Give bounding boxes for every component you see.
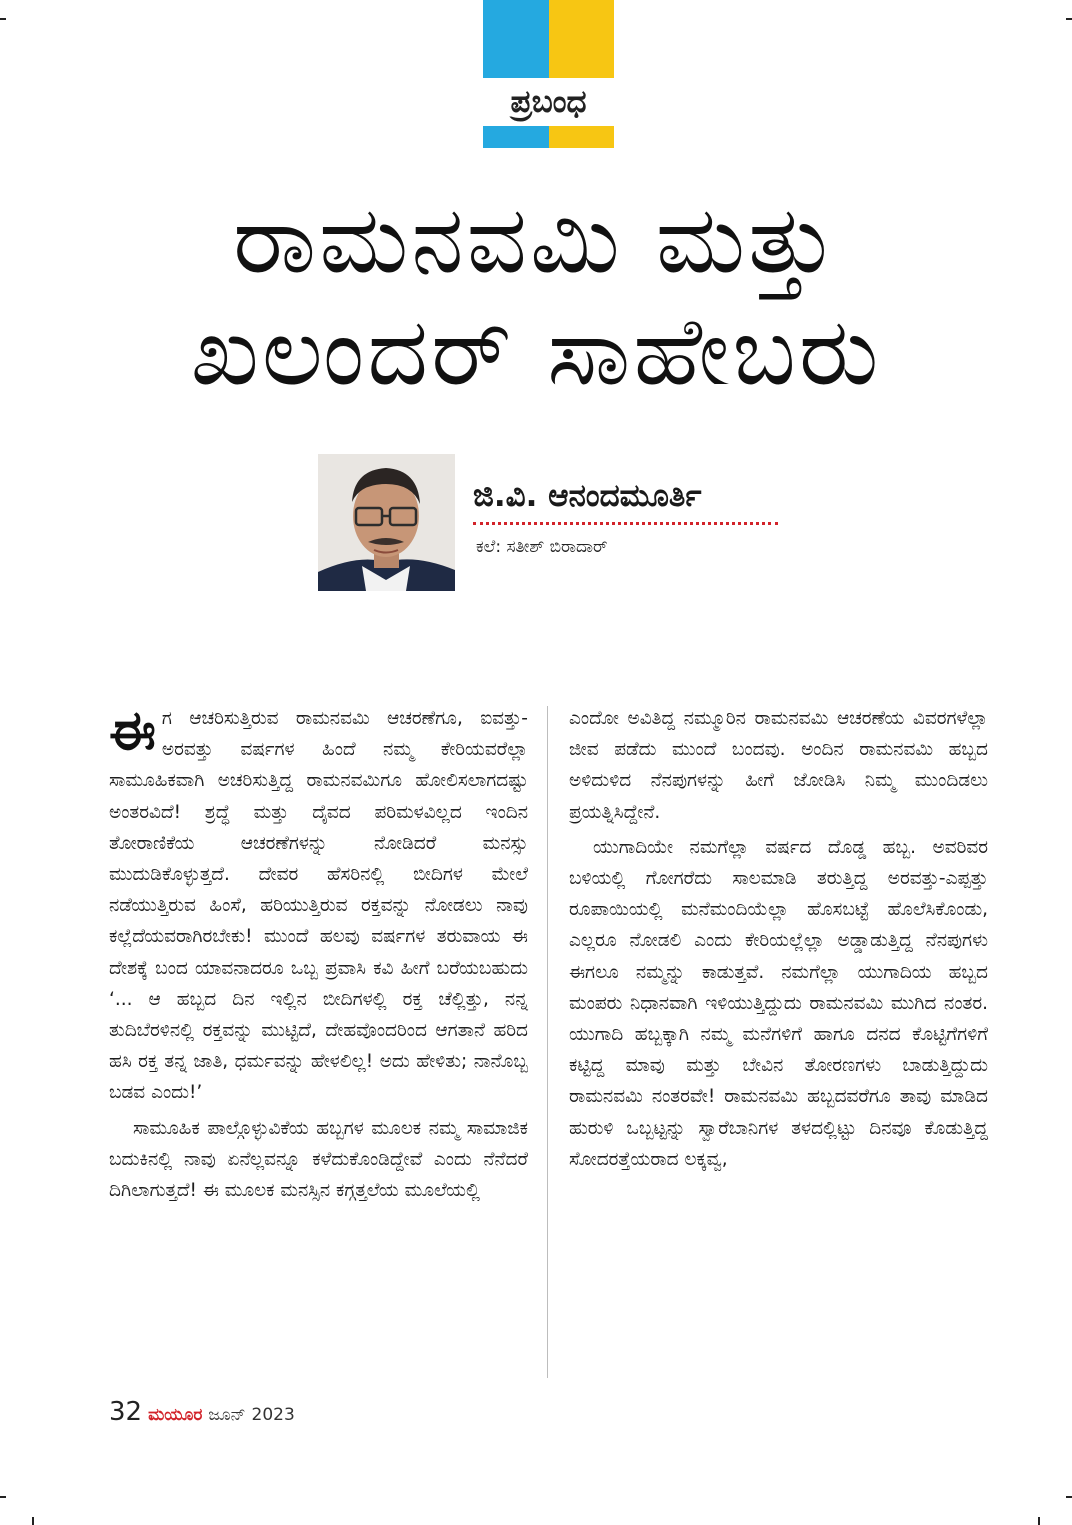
crop-mark-top-left [0, 18, 6, 20]
article-column-left [109, 699, 528, 1206]
article-paragraph: ಸಾಮೂಹಿಕ ಪಾಲ್ಗೊಳ್ಳುವಿಕೆಯ ಹಬ್ಬಗಳ ಮೂಲಕ ನಮ್ಮ ಸಾಮಾಜಿಕ ಬದುಕಿನಲ್ಲಿ ನಾವು ಏನೆಲ್ಲವನ್ನೂ ಕಳೆದುಕೊಂಡಿದ್ದೇವೆ ಎಂದು ನೆನೆದರೆ ದಿಗಿಲಾಗುತ್ತದೆ! ಈ ಮೂಲಕ ಮನಸ್ಸಿನ ಕಗ್ಗತ್ತಲೆಯ ಮೂಲೆಯಲ್ಲಿ [109, 1117, 528, 1202]
crop-mark-top-right [1066, 18, 1072, 20]
paragraph-text: ಗ ಆಚರಿಸುತ್ತಿರುವ ರಾಮನವಮಿ ಆಚರಣೆಗೂ, ಐವತ್ತು-ಅರವತ್ತು ವರ್ಷಗಳ ಹಿಂದೆ ನಮ್ಮ ಕೇರಿಯವರೆಲ್ಲಾ ಸಾಮೂಹಿಕವಾಗಿ ಅಚರಿಸುತ್ತಿದ್ದ ರಾಮನವಮಿಗೂ ಹೋಲಿಸಲಾಗದಷ್ಟು ಅಂತರವಿದೆ! ಶ್ರದ್ಧೆ ಮತ್ತು ದೈವದ ಪರಿಮಳವಿಲ್ಲದ ಇಂದಿನ ತೋರಾಣಿಕೆಯ ಆಚರಣೆಗಳನ್ನು ನೋಡಿದರೆ ಮನಸ್ಸು ಮುದುಡಿಕೊಳ್ಳುತ್ತದೆ. ದೇವರ ಹೆಸರಿನಲ್ಲಿ ಬೀದಿಗಳ ಮೇಲೆ ನಡೆಯುತ್ತಿರುವ ಹಿಂಸೆ, ಹರಿಯುತ್ತಿರುವ ರಕ್ತವನ್ನು ನೋಡಲು ನಾವು ಕಲ್ಲೆದೆಯವರಾಗಿರಬೇಕು! ಮುಂದೆ ಹಲವು ವರ್ಷಗಳ ತರುವಾಯ ಈ ದೇಶಕ್ಕೆ ಬಂದ ಯಾವನಾದರೂ ಒಬ್ಬ ಪ್ರವಾಸಿ ಕವಿ ಹೀಗೆ ಬರೆಯಬಹುದು ‘... ಆ ಹಬ್ಬದ ದಿನ ಇಲ್ಲಿನ ಬೀದಿಗಳಲ್ಲಿ ರಕ್ತ ಚೆಲ್ಲಿತ್ತು, ನನ್ನ ತುದಿಬೆರಳಿನಲ್ಲಿ ರಕ್ತವನ್ನು ಮುಟ್ಟಿದೆ, ದೇಹವೊಂದರಿಂದ ಆಗತಾನೆ ಹರಿದ ಹಸಿ ರಕ್ತ ತನ್ನ ಜಾತಿ, ಧರ್ಮವನ್ನು ಹೇಳಲಿಲ್ಲ! ಅದು ಹೇಳಿತು; ನಾನೊಬ್ಬ ಬಡವ ಎಂದು!’ [109, 708, 528, 1104]
author-portrait-image [318, 454, 455, 591]
author-photo [318, 454, 455, 591]
headline-line-2: ಖಲಂದರ್ ಸಾಹೇಬರು [190, 298, 882, 407]
headline-line-1: ರಾಮನವಮಿ ಮತ್ತು [233, 186, 839, 295]
page-footer [109, 1397, 295, 1427]
article-column-right [569, 703, 988, 1175]
issue-year: 2023 [251, 1405, 295, 1425]
badge-blue-strip [483, 126, 549, 148]
crop-mark-bottom-right [1066, 1496, 1072, 1498]
issue-month: ಜೂನ್ [208, 1405, 246, 1425]
section-label: ಪ್ರಬಂಧ [483, 78, 614, 126]
drop-cap: ಈ [109, 699, 156, 762]
art-credit: ಕಲೆ: ಸತೀಶ್ ಬಿರಾದಾರ್ [476, 537, 608, 557]
crop-mark-bottom-right-vertical [1038, 1517, 1040, 1525]
section-badge [483, 0, 614, 148]
column-divider [547, 706, 548, 1378]
article-paragraph: ಎಂದೋ ಅವಿತಿದ್ದ ನಮ್ಮೂರಿನ ರಾಮನವಮಿ ಆಚರಣೆಯ ವಿವರಗಳೆಲ್ಲಾ ಜೀವ ಪಡೆದು ಮುಂದೆ ಬಂದವು. ಅಂದಿನ ರಾಮನವಮಿ ಹಬ್ಬದ ಅಳಿದುಳಿದ ನೆನಪುಗಳನ್ನು ಹೀಗೆ ಜೋಡಿಸಿ ನಿಮ್ಮ ಮುಂದಿಡಲು ಪ್ರಯತ್ನಿಸಿದ್ದೇನೆ. [569, 708, 988, 823]
author-name: ಜಿ.ವಿ. ಆನಂದಮೂರ್ತಿ [473, 478, 702, 514]
byline-dotted-rule [473, 522, 778, 525]
article-paragraph [109, 699, 528, 1109]
badge-blue-block [483, 0, 549, 78]
crop-mark-bottom-left [0, 1496, 6, 1498]
badge-yellow-strip [549, 126, 614, 148]
article-paragraph: ಯುಗಾದಿಯೇ ನಮಗೆಲ್ಲಾ ವರ್ಷದ ದೊಡ್ಡ ಹಬ್ಬ. ಅವರಿವರ ಬಳಿಯಲ್ಲಿ ಗೋಗರೆದು ಸಾಲಮಾಡಿ ತರುತ್ತಿದ್ದ ಅರವತ್ತು-ಎಪ್ಪತ್ತು ರೂಪಾಯಿಯಲ್ಲಿ ಮನೆಮಂದಿಯೆಲ್ಲಾ ಹೊಸಬಟ್ಟೆ ಹೊಲೆಸಿಕೊಂಡು, ಎಲ್ಲರೂ ನೋಡಲಿ ಎಂದು ಕೇರಿಯಲ್ಲೆಲ್ಲಾ ಅಡ್ಡಾಡುತ್ತಿದ್ದ ನೆನಪುಗಳು ಈಗಲೂ ನಮ್ಮನ್ನು ಕಾಡುತ್ತವೆ. ನಮಗೆಲ್ಲಾ ಯುಗಾದಿಯ ಹಬ್ಬದ ಮಂಪರು ನಿಧಾನವಾಗಿ ಇಳಿಯುತ್ತಿದ್ದುದು ರಾಮನವಮಿ ಮುಗಿದ ನಂತರ. ಯುಗಾದಿ ಹಬ್ಬಕ್ಕಾಗಿ ನಮ್ಮ ಮನೆಗಳಿಗೆ ಹಾಗೂ ದನದ ಕೊಟ್ಟಿಗೆಗಳಿಗೆ ಕಟ್ಟಿದ್ದ ಮಾವು ಮತ್ತು ಬೇವಿನ ತೋರಣಗಳು ಬಾಡುತ್ತಿದ್ದುದು ರಾಮನವಮಿ ನಂತರವೇ! ರಾಮನವಮಿ ಹಬ್ಬದವರೆಗೂ ತಾವು ಮಾಡಿದ ಹುರುಳಿ ಒಬ್ಬಟ್ಟನ್ನು ಸ್ವಾರೆಬಾನಿಗಳ ತಳದಲ್ಲಿಟ್ಟು ದಿನವೂ ಕೊಡುತ್ತಿದ್ದ ಸೋದರತ್ತೆಯರಾದ ಲಕ್ಕವ್ವ, [569, 836, 988, 1170]
page-number: 32 [109, 1397, 143, 1427]
badge-yellow-block [549, 0, 614, 78]
crop-mark-bottom-left-vertical [32, 1517, 34, 1525]
magazine-logo: ಮಯೂರ [148, 1405, 203, 1425]
